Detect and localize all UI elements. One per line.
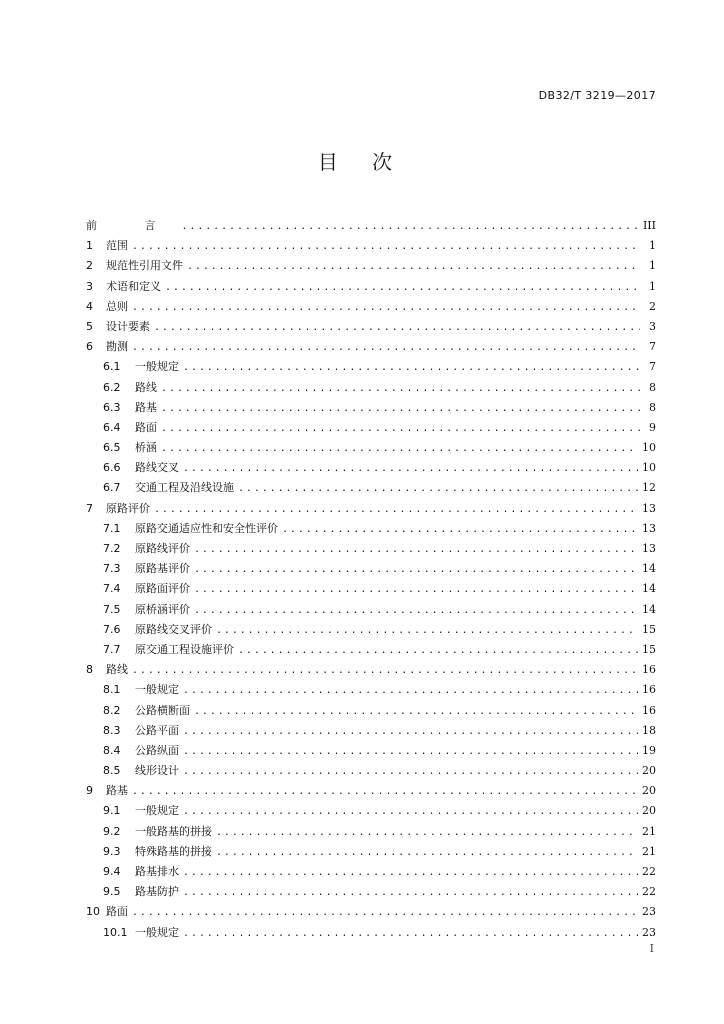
toc-entry-page: 20 xyxy=(642,764,656,778)
toc-entry-label: 原路面评价 xyxy=(135,582,190,596)
toc-entry-page: 16 xyxy=(642,663,656,677)
toc-entry[interactable] xyxy=(86,600,656,620)
toc-entry[interactable] xyxy=(86,721,656,741)
toc-entry-label: 线形设计 xyxy=(135,764,179,778)
toc-entry-number: 6 xyxy=(86,340,93,354)
toc-entry-page: 10 xyxy=(642,441,656,455)
toc-entry[interactable] xyxy=(86,620,656,640)
toc-leader-dots xyxy=(238,641,638,661)
toc-entry-number: 6.7 xyxy=(103,481,121,495)
toc-leader-dots xyxy=(216,823,638,843)
toc-entry-page: 20 xyxy=(642,784,656,798)
toc-entry[interactable] xyxy=(86,701,656,721)
toc-entry[interactable] xyxy=(86,781,656,801)
toc-entry-label: 路线 xyxy=(106,663,128,677)
toc-entry[interactable] xyxy=(86,842,656,862)
toc-entry-label: 术语和定义 xyxy=(106,279,161,293)
toc-leader-dots xyxy=(183,762,638,782)
toc-entry-page: 15 xyxy=(642,622,656,636)
toc-leader-dots xyxy=(132,298,640,318)
toc-entry-label: 公路纵面 xyxy=(135,743,179,757)
toc-entry-number: 7.2 xyxy=(103,542,121,555)
toc-entry-label: 规范性引用文件 xyxy=(106,259,183,273)
toc-entry-label: 设计要素 xyxy=(106,319,150,333)
toc-entry-number: 3 xyxy=(86,279,93,293)
toc-entry-number: 7.7 xyxy=(103,642,121,656)
toc-entry[interactable] xyxy=(86,539,656,559)
toc-entry-label: 原路基评价 xyxy=(135,562,190,576)
toc-entry-page: 7 xyxy=(649,340,656,354)
toc-entry-page: III xyxy=(642,219,656,232)
toc-entry-label: 一般路基的拼接 xyxy=(135,824,212,838)
toc-entry-number: 6.6 xyxy=(103,461,121,475)
toc-entry-page: 14 xyxy=(642,582,656,596)
toc-entry[interactable] xyxy=(86,378,656,398)
toc-leader-dots xyxy=(216,843,638,863)
toc-entry-page: 20 xyxy=(642,804,656,818)
toc-entry-number: 7.4 xyxy=(103,582,121,596)
toc-entry-label: 路线交叉 xyxy=(135,461,179,475)
toc-entry-label: 总则 xyxy=(106,299,128,313)
toc-entry-page: 15 xyxy=(642,642,656,656)
toc-entry-number: 7.1 xyxy=(103,521,121,535)
toc-leader-dots xyxy=(194,560,638,580)
toc-entry-page: 7 xyxy=(649,360,656,374)
toc-entry-page: 16 xyxy=(642,683,656,697)
table-of-contents xyxy=(86,216,656,943)
toc-entry-number: 9.2 xyxy=(103,824,121,838)
toc-leader-dots xyxy=(161,399,640,419)
toc-entry-page: 16 xyxy=(642,703,656,717)
toc-entry[interactable] xyxy=(86,801,656,821)
toc-entry[interactable] xyxy=(86,761,656,781)
toc-entry-number: 2 xyxy=(86,259,93,273)
toc-entry[interactable] xyxy=(86,882,656,902)
toc-entry-number: 7 xyxy=(86,501,93,515)
toc-entry-page: 3 xyxy=(649,319,656,333)
toc-entry[interactable] xyxy=(86,660,656,680)
toc-entry-page: 13 xyxy=(642,542,656,555)
toc-entry-number: 9.1 xyxy=(103,804,121,818)
toc-entry[interactable] xyxy=(86,236,656,256)
toc-entry-number: 5 xyxy=(86,319,93,333)
toc-leader-dots xyxy=(238,479,638,499)
toc-entry[interactable] xyxy=(86,398,656,418)
toc-entry[interactable] xyxy=(86,499,656,519)
toc-entry-label: 前 言 xyxy=(86,219,178,232)
toc-entry-page: 23 xyxy=(642,925,656,939)
toc-leader-dots xyxy=(183,883,638,903)
toc-entry-page: 1 xyxy=(649,239,656,253)
toc-entry-number: 8.5 xyxy=(103,764,121,778)
toc-leader-dots xyxy=(183,742,638,762)
toc-entry-label: 路面 xyxy=(106,905,128,919)
toc-entry-label: 范围 xyxy=(106,239,128,253)
toc-entry-label: 原桥涵评价 xyxy=(135,602,190,616)
toc-entry-label: 一般规定 xyxy=(135,804,179,818)
toc-entry-page: 14 xyxy=(642,562,656,576)
toc-entry[interactable] xyxy=(86,680,656,700)
toc-entry-page: 1 xyxy=(649,259,656,273)
toc-entry-page: 21 xyxy=(642,844,656,858)
toc-entry-label: 路基排水 xyxy=(135,865,179,878)
toc-entry-page: 21 xyxy=(642,824,656,838)
toc-entry-label: 路基 xyxy=(106,784,128,798)
toc-entry-number: 9.3 xyxy=(103,844,121,858)
toc-entry-number: 6.2 xyxy=(103,380,121,394)
toc-entry-number: 8 xyxy=(86,663,93,677)
toc-entry[interactable] xyxy=(86,579,656,599)
toc-entry-page: 14 xyxy=(642,602,656,616)
toc-entry[interactable] xyxy=(86,902,656,922)
toc-entry[interactable] xyxy=(86,822,656,842)
toc-entry-page: 19 xyxy=(642,743,656,757)
toc-entry-number: 7.6 xyxy=(103,622,121,636)
toc-leader-dots xyxy=(282,520,638,540)
toc-entry-page: 9 xyxy=(649,420,656,434)
toc-leader-dots xyxy=(187,257,640,277)
toc-entry-label: 公路平面 xyxy=(135,723,179,737)
toc-entry-page: 18 xyxy=(642,723,656,737)
toc-entry-page: 8 xyxy=(649,400,656,414)
toc-leader-dots xyxy=(165,278,640,298)
toc-leader-dots xyxy=(183,358,640,378)
toc-entry-label: 路基 xyxy=(135,400,157,414)
toc-entry-page: 1 xyxy=(649,279,656,293)
toc-leader-dots xyxy=(132,237,640,257)
toc-entry-page: 12 xyxy=(642,481,656,495)
toc-entry-page: 8 xyxy=(649,380,656,394)
toc-entry-number: 6.1 xyxy=(103,360,121,374)
toc-entry[interactable] xyxy=(86,256,656,276)
toc-entry-number: 8.2 xyxy=(103,703,121,717)
toc-entry[interactable] xyxy=(86,277,656,297)
toc-leader-dots xyxy=(132,661,638,681)
toc-leader-dots xyxy=(194,540,638,560)
toc-entry[interactable] xyxy=(86,216,656,236)
toc-entry[interactable] xyxy=(86,559,656,579)
toc-entry-label: 原路交通适应性和安全性评价 xyxy=(135,521,278,535)
toc-entry-number: 8.1 xyxy=(103,683,121,697)
toc-entry[interactable] xyxy=(86,357,656,377)
toc-entry[interactable] xyxy=(86,741,656,761)
toc-leader-dots xyxy=(132,338,640,358)
toc-entry-label: 一般规定 xyxy=(135,683,179,697)
toc-leader-dots xyxy=(183,924,638,944)
toc-leader-dots xyxy=(154,318,640,338)
toc-entry-label: 桥涵 xyxy=(135,441,157,455)
toc-entry[interactable] xyxy=(86,337,656,357)
toc-entry-label: 原路线评价 xyxy=(135,542,190,555)
toc-entry-label: 路基防护 xyxy=(135,885,179,899)
toc-leader-dots xyxy=(132,782,638,802)
toc-entry-label: 公路横断面 xyxy=(135,703,190,717)
toc-entry-label: 路线 xyxy=(135,380,157,394)
toc-entry-label: 特殊路基的拼接 xyxy=(135,844,212,858)
toc-entry-number: 8.3 xyxy=(103,723,121,737)
toc-leader-dots xyxy=(132,903,638,923)
toc-leader-dots xyxy=(161,419,640,439)
toc-entry-number: 6.4 xyxy=(103,420,121,434)
toc-entry-page: 22 xyxy=(642,885,656,899)
toc-leader-dots xyxy=(183,722,638,742)
toc-leader-dots xyxy=(194,580,638,600)
toc-entry[interactable] xyxy=(86,478,656,498)
toc-entry-number: 10 xyxy=(86,905,100,919)
toc-leader-dots xyxy=(183,802,638,822)
toc-entry-number: 6.5 xyxy=(103,441,121,455)
toc-entry-page: 13 xyxy=(642,501,656,515)
toc-leader-dots xyxy=(183,863,638,883)
toc-entry-number: 6.3 xyxy=(103,400,121,414)
toc-entry-number: 7.5 xyxy=(103,602,121,616)
toc-entry-label: 原路线交叉评价 xyxy=(135,622,212,636)
toc-leader-dots xyxy=(161,379,640,399)
toc-entry-number: 7.3 xyxy=(103,562,121,576)
toc-leader-dots xyxy=(194,601,638,621)
toc-entry[interactable] xyxy=(86,458,656,478)
toc-leader-dots xyxy=(194,702,638,722)
page-title: 目 次 xyxy=(317,150,407,174)
toc-entry-page: 10 xyxy=(642,461,656,475)
toc-entry-label: 原路评价 xyxy=(106,501,150,515)
toc-leader-dots xyxy=(154,500,638,520)
toc-entry-number: 9 xyxy=(86,784,93,798)
toc-entry-number: 9.5 xyxy=(103,885,121,899)
toc-entry-number: 4 xyxy=(86,299,93,313)
toc-entry-page: 22 xyxy=(642,865,656,878)
toc-entry-label: 一般规定 xyxy=(135,360,179,374)
toc-entry-label: 交通工程及沿线设施 xyxy=(135,481,234,495)
toc-leader-dots xyxy=(182,217,639,237)
toc-entry-number: 8.4 xyxy=(103,743,121,757)
toc-entry-page: 23 xyxy=(642,905,656,919)
toc-leader-dots xyxy=(183,681,638,701)
toc-entry[interactable] xyxy=(86,438,656,458)
toc-entry-number: 10.1 xyxy=(103,925,128,939)
toc-entry[interactable] xyxy=(86,640,656,660)
toc-leader-dots xyxy=(216,621,638,641)
toc-entry[interactable] xyxy=(86,317,656,337)
toc-entry-number: 1 xyxy=(86,239,93,253)
toc-entry[interactable] xyxy=(86,519,656,539)
toc-entry-page: 2 xyxy=(649,299,656,313)
toc-leader-dots xyxy=(161,439,638,459)
toc-entry-label: 路面 xyxy=(135,420,157,434)
page-number: I xyxy=(649,942,654,955)
toc-entry-page: 13 xyxy=(642,521,656,535)
toc-entry-label: 勘测 xyxy=(106,340,128,354)
toc-entry[interactable] xyxy=(86,418,656,438)
toc-entry[interactable] xyxy=(86,862,656,882)
toc-entry-label: 一般规定 xyxy=(135,925,179,939)
toc-entry-label: 原交通工程设施评价 xyxy=(135,642,234,656)
toc-entry-number: 9.4 xyxy=(103,865,121,878)
toc-entry[interactable] xyxy=(86,923,656,943)
standard-code: DB32/T 3219—2017 xyxy=(538,89,656,102)
toc-entry[interactable] xyxy=(86,297,656,317)
toc-leader-dots xyxy=(183,459,638,479)
